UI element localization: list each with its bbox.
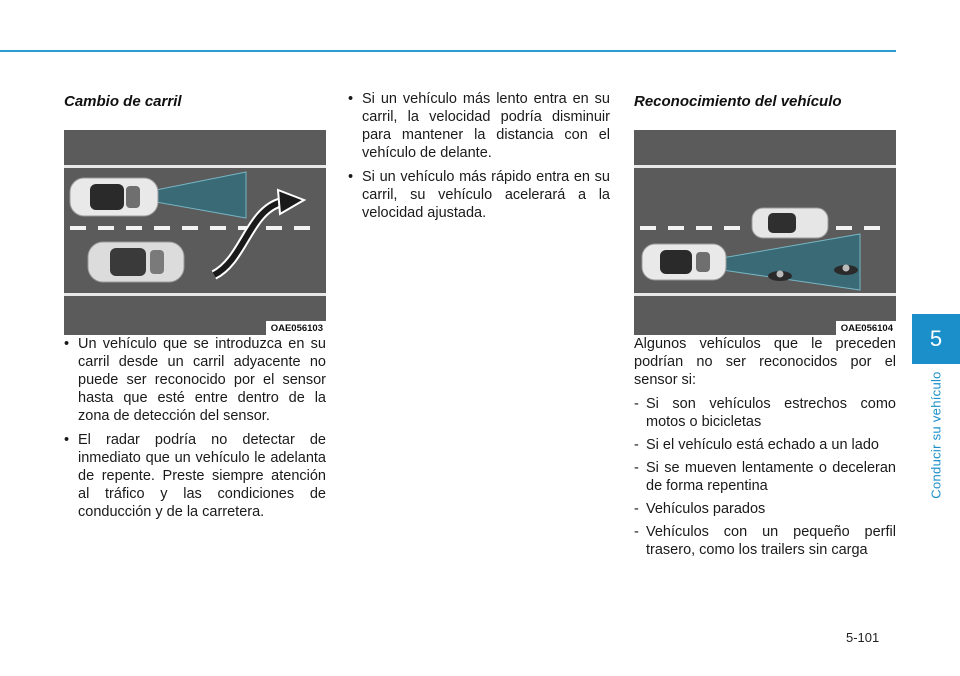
dash-mark: - [634, 396, 639, 412]
bullet-mark: • [348, 91, 354, 107]
bullet-mark: • [348, 169, 354, 185]
header-rule [0, 50, 896, 52]
dash-text: Vehículos parados [646, 501, 766, 517]
bullet-text: Si un vehículo más lento entra en su carril, la velocidad podría disminuir para mantener la distancia con el vehículo de delante. [362, 91, 610, 161]
list-item [64, 431, 326, 521]
section-lane-change [64, 90, 326, 527]
section-heading: Reconocimiento del vehículo [634, 93, 842, 110]
page-number: 5-101 [846, 630, 880, 645]
list-item [634, 459, 896, 495]
bullet-text: Un vehículo que se introduzca en su carril desde un carril adyacente no puede ser reconocido por el sensor hasta que esté entre dentro de la zona de detección del sensor. [78, 336, 326, 424]
lane-change-illustration [64, 130, 326, 335]
list-item [634, 500, 896, 518]
chapter-number: 5 [929, 326, 943, 351]
section-heading: Cambio de carril [64, 93, 182, 110]
lane-change-bullets [64, 335, 326, 521]
dash-mark: - [634, 460, 639, 476]
dash-mark: - [634, 501, 639, 517]
dash-text: Si se mueven lentamente o deceleran de forma repentina [646, 460, 896, 494]
list-item [348, 90, 610, 162]
leading-car [752, 208, 828, 238]
figure-code: OAE056104 [836, 321, 896, 335]
bullet-mark: • [64, 432, 70, 448]
merging-car [88, 242, 184, 282]
vehicle-recognition-illustration [634, 130, 896, 335]
section-speed-notes [348, 90, 610, 228]
own-car [642, 244, 726, 280]
dash-text: Si el vehículo está echado a un lado [646, 437, 879, 453]
list-item [634, 523, 896, 559]
list-item [634, 395, 896, 431]
list-item [348, 168, 610, 222]
dash-text: Si son vehículos estrechos como motos o bicicletas [646, 396, 896, 430]
chapter-title: Conducir su vehículo [928, 371, 944, 499]
chapter-tab[interactable] [912, 314, 960, 364]
dash-text: Vehículos con un pequeño perfil trasero, como los trailers sin carga [646, 524, 896, 558]
list-item [64, 335, 326, 425]
section-vehicle-recognition [634, 90, 896, 564]
bullet-text: Si un vehículo más rápido entra en su carril, su vehículo acelerará a la velocidad ajustada. [362, 169, 610, 221]
own-car [70, 178, 158, 216]
recognition-limitations-list [634, 395, 896, 559]
figure-code: OAE056103 [266, 321, 326, 335]
lane-change-diagram [64, 130, 326, 335]
vehicle-recognition-diagram [634, 130, 896, 335]
bullet-mark: • [64, 336, 70, 352]
list-item [634, 436, 896, 454]
intro-text: Algunos vehículos que le preceden podrían no ser reconocidos por el sensor si: [634, 336, 896, 388]
dash-mark: - [634, 437, 639, 453]
speed-bullets [348, 90, 610, 222]
dash-mark: - [634, 524, 639, 540]
bullet-text: El radar podría no detectar de inmediato que un vehículo le adelanta de repente. Preste siempre atención al tráfico y las condiciones de conducción y de la carretera. [78, 432, 326, 520]
